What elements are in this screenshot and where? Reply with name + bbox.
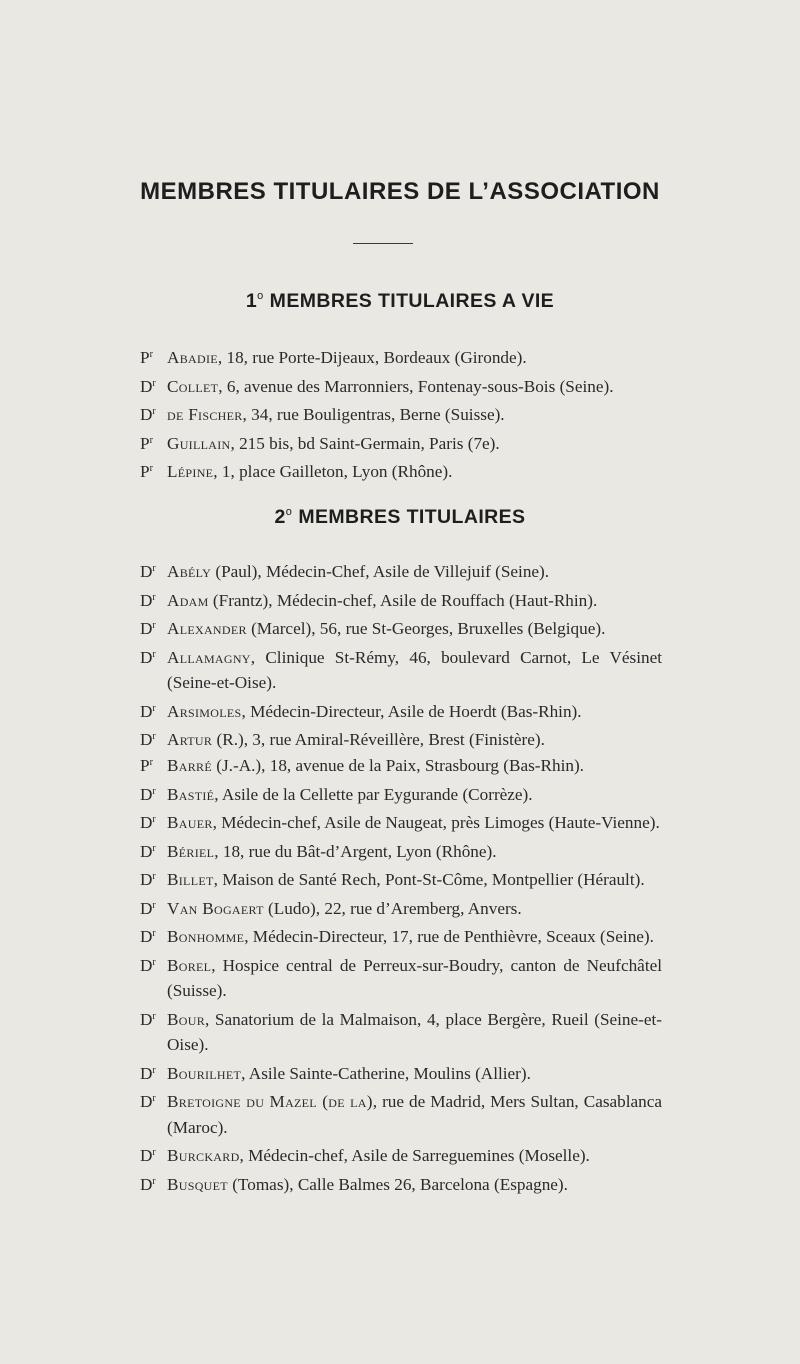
member-entry [140,1004,662,1058]
member-entry [140,921,662,950]
member-address: , Médecin-chef, Asile de Sarreguemines (Moselle). [239,1146,590,1165]
member-name: Bour [167,1009,205,1029]
member-address: , Maison de Santé Rech, Pont-St-Côme, Montpellier (Hérault). [213,870,645,889]
member-title [140,950,167,979]
member-title-sup: r [152,1147,156,1158]
member-address: , 6, avenue des Marronniers, Fontenay-sous-Bois (Seine). [218,376,614,396]
member-entry [140,399,662,428]
member-title [140,807,167,836]
member-title-letter: D [140,1063,153,1083]
member-address: , Médecin-Directeur, 17, rue de Penthièvre, Sceaux (Seine). [244,927,654,946]
member-address: , 215 bis, bd Saint-Germain, Paris (7e). [230,433,500,453]
member-title-letter: D [140,376,153,396]
member-title-sup: r [152,1064,156,1076]
member-entry [140,724,662,753]
member-title-sup: r [152,377,156,389]
member-address: (Tomas), Calle Balmes 26, Barcelona (Espagne). [227,1174,568,1194]
member-entry [140,893,662,922]
member-title-sup: r [152,731,156,742]
member-title-letter: D [140,927,153,946]
member-title-sup: r [152,591,156,603]
member-address: (Marcel), 56, rue St-Georges, Bruxelles (Belgique). [246,619,606,638]
member-title [140,921,167,950]
member-entry [140,428,662,457]
member-title [140,1169,167,1198]
member-title-sup: r [152,1010,156,1022]
member-name: Bastié [167,784,215,804]
members-list-a [140,556,662,753]
member-name: Lépine [167,462,214,481]
member-title [140,1004,167,1033]
member-name: Alexander [167,619,247,638]
member-name: Barré [167,756,212,775]
member-name: Billet [167,870,214,889]
member-name: Bonhomme [167,927,245,946]
section-number: 2 [274,506,286,528]
member-title-sup: r [149,463,153,474]
member-title-sup: r [152,1175,156,1187]
member-title [140,428,167,457]
member-title [140,836,167,865]
member-name: Artur [167,730,213,749]
member-name: Allamagny [167,647,251,667]
member-title-letter: D [140,701,153,721]
member-title-sup: r [152,620,156,631]
member-title-sup: r [152,871,156,882]
member-entry [140,807,662,836]
member-entry [140,779,662,808]
member-title-sup: r [152,928,156,939]
member-title-letter: P [140,433,150,453]
member-address: , Médecin-chef, Asile de Naugeat, près Limoges (Haute-Vienne). [212,813,660,832]
member-title [140,1086,167,1115]
member-address: , Asile de la Cellette par Eygurande (Corrèze). [214,784,533,804]
member-address: , Asile Sainte-Catherine, Moulins (Allier). [241,1063,531,1083]
member-entry [140,696,662,725]
section-number: 1 [245,290,258,312]
member-title [140,342,167,371]
section-title-members [0,506,800,529]
member-title-sup: r [149,757,153,768]
member-entry [140,371,662,400]
member-title-sup: r [152,785,156,797]
member-title [140,371,167,400]
member-title [140,642,167,671]
member-name: Bériel [167,841,215,861]
member-address: (J.-A.), 18, avenue de la Paix, Strasbourg (Bas-Rhin). [211,756,584,775]
member-address: , 18, rue Porte-Dijeaux, Bordeaux (Gironde). [217,348,527,367]
member-title-letter: D [140,562,153,581]
member-address: , 34, rue Bouligentras, Berne (Suisse). [242,405,505,424]
member-title-letter: D [140,784,153,804]
member-title-letter: D [140,1146,153,1165]
section-title-life-members [0,290,800,313]
member-title-letter: P [140,462,150,481]
member-title [140,779,167,808]
member-name: Abély [167,562,212,581]
member-name: Bauer [167,813,213,832]
member-title-sup: r [152,702,156,714]
section-degree: o [257,290,264,302]
members-list-b [140,750,662,1197]
member-address: , Hospice central de Perreux-sur-Boudry, canton de Neufchâtel (Suisse). [167,955,662,1000]
member-title-sup: r [152,814,156,825]
member-entry [140,613,662,642]
section-label: MEMBRES TITULAIRES [298,506,526,528]
member-address: , Sanatorium de la Malmaison, 4, place Bergère, Rueil (Seine-et-Oise). [167,1009,662,1054]
member-entry [140,342,662,371]
member-entry [140,1058,662,1087]
member-name: Adam [167,590,209,610]
member-title-letter: D [140,955,153,975]
member-name: Bretoigne du Mazel (de la) [167,1092,373,1111]
member-title-letter: D [140,1092,153,1111]
section-label: MEMBRES TITULAIRES A VIE [269,290,555,312]
member-title-sup: r [152,899,156,911]
member-entry [140,556,662,585]
member-title [140,399,167,428]
life-members-list [140,342,662,485]
member-entry [140,750,662,779]
member-address: (Frantz), Médecin-chef, Asile de Rouffach (Haut-Rhin). [208,590,598,610]
member-entry [140,1169,662,1198]
member-title-letter: D [140,841,153,861]
member-address: , Clinique St-Rémy, 46, boulevard Carnot, Le Vésinet (Seine-et-Oise). [167,647,662,692]
member-title-letter: D [140,813,153,832]
member-title-letter: D [140,870,153,889]
member-name: de Fischer [167,405,243,424]
member-name: Bourilhet [167,1063,242,1083]
member-address: (R.), 3, rue Amiral-Réveillère, Brest (Finistère). [212,730,545,749]
member-title [140,750,167,779]
member-title [140,456,167,485]
member-title-letter: D [140,1009,153,1029]
member-title [140,613,167,642]
member-title-letter: P [140,756,150,775]
member-name: Borel [167,955,212,975]
member-title [140,585,167,614]
member-entry [140,585,662,614]
member-title-letter: D [140,590,153,610]
section-degree: o [285,506,293,518]
member-entry [140,456,662,485]
member-address: , Médecin-Directeur, Asile de Hoerdt (Bas-Rhin). [241,701,582,721]
member-title-letter: D [140,730,153,749]
member-title-sup: r [152,406,156,417]
member-title-sup: r [149,349,153,360]
member-title-letter: D [140,898,153,918]
member-title [140,556,167,585]
member-title-letter: D [140,1174,153,1194]
member-title-letter: P [140,348,150,367]
member-entry [140,642,662,696]
member-name: Busquet [167,1174,228,1194]
member-title-sup: r [152,648,156,660]
member-address: (Paul), Médecin-Chef, Asile de Villejuif (Seine). [211,562,550,581]
member-title [140,893,167,922]
member-title [140,1058,167,1087]
member-name: Collet [167,376,219,396]
member-title-letter: D [140,647,153,667]
member-name: Abadie [167,348,218,367]
member-name: Van Bogaert [167,898,264,918]
member-address: (Ludo), 22, rue d’Aremberg, Anvers. [263,898,522,918]
member-name: Arsimoles [167,701,242,721]
member-address: , 18, rue du Bât-d’Argent, Lyon (Rhône). [214,841,497,861]
member-title-sup: r [149,434,153,446]
member-entry [140,1086,662,1140]
member-title [140,864,167,893]
member-name: Guillain [167,433,231,453]
member-title-letter: D [140,405,153,424]
member-entry [140,950,662,1004]
member-entry [140,836,662,865]
member-title [140,724,167,753]
member-title [140,696,167,725]
title-divider [353,243,413,244]
member-entry [140,864,662,893]
member-title-sup: r [152,956,156,968]
member-address: , 1, place Gailleton, Lyon (Rhône). [213,462,453,481]
member-title-sup: r [152,842,156,854]
member-address: , rue de Madrid, Mers Sultan, Casablanca (Maroc). [167,1092,662,1137]
member-title [140,1140,167,1169]
member-title-sup: r [152,1093,156,1104]
page-title: MEMBRES TITULAIRES DE L’ASSOCIATION [140,178,660,205]
member-entry [140,1140,662,1169]
member-name: Burckard [167,1146,240,1165]
member-title-letter: D [140,619,153,638]
member-title-sup: r [152,563,156,574]
